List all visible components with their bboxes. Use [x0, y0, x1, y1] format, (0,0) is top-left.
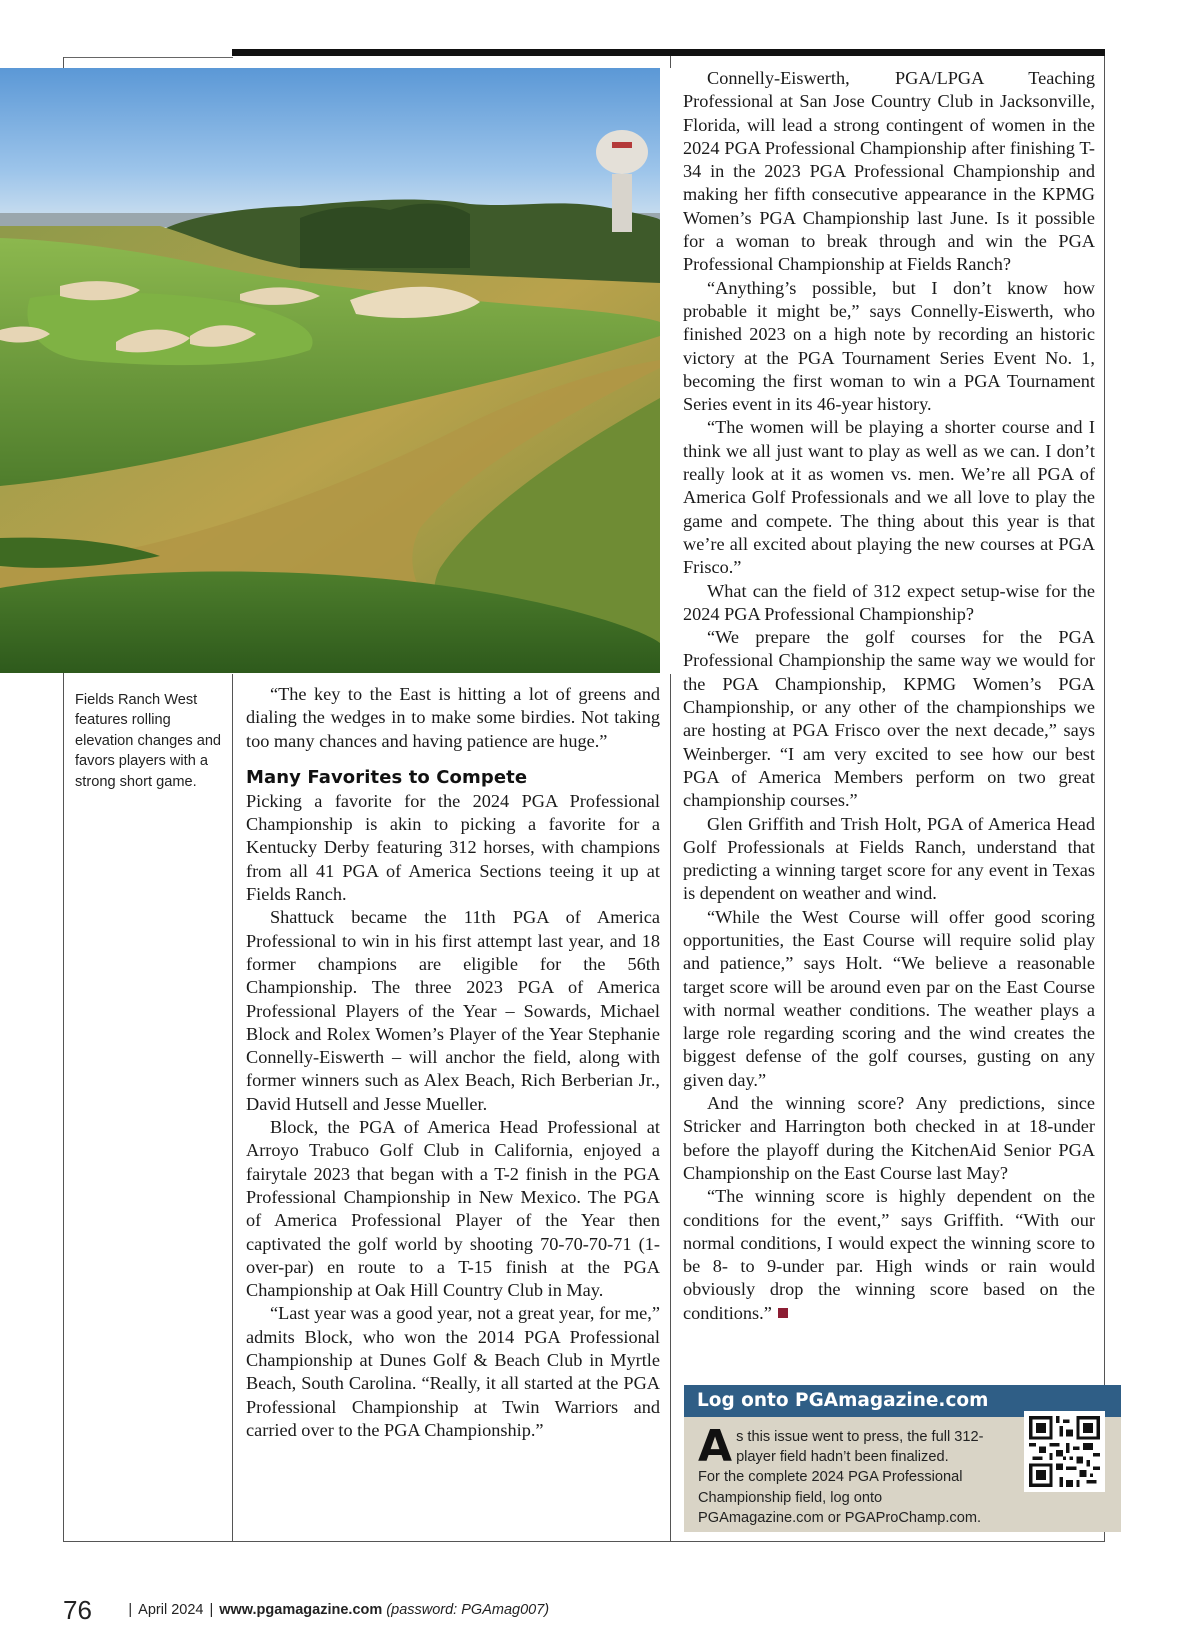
promo-title[interactable]: Log onto PGAmagazine.com — [684, 1385, 1121, 1417]
top-thin-rule — [63, 57, 233, 58]
drop-cap: A — [698, 1421, 733, 1472]
article-paragraph: Shattuck became the 11th PGA of America Professional to win in his first attempt last year, and 18 former champions are eligible for the 56th Championship. The three 2023 PGA of America Professional Players of the Year – Sowards, Michael Block and Rolex Women’s Player of the Year Stephanie Connelly-Eiswerth – will anchor the field, along with former winners such as Alex Beach, Rich Berberian Jr., David Hutsell and Jesse Mueller. — [246, 907, 660, 1114]
qr-code-icon[interactable] — [1024, 1411, 1105, 1492]
article-paragraph: Connelly-Eiswerth, PGA/LPGA Teaching Professional at San Jose Country Club in Jacksonville, Florida, will lead a strong contingent of women in the 2024 PGA Professional Championship after finishing T-34 in the 2023 PGA Professional Championship and making her fifth consecutive appearance in the KPMG Women’s PGA Championship last June. Is it possible for a woman to break through and win the PGA Professional Championship at Fields Ranch? — [683, 68, 1095, 275]
footer-info — [122, 1602, 549, 1618]
frame-right — [1104, 56, 1105, 1542]
article-paragraph: “Anything’s possible, but I don’t know how probable it might be,” says Connelly-Eiswerth, who finished 2023 on a high note by recording an historic victory at the PGA Tournament Series Event No. 1, becoming the first woman to win a PGA Tournament Series event in its 46-year history. — [683, 277, 1095, 415]
footer-separator: | — [128, 1602, 133, 1618]
section-heading: Many Favorites to Compete — [246, 766, 528, 788]
column-rule-top — [670, 56, 671, 68]
article-column-right — [683, 67, 1095, 1325]
golf-course-photo — [0, 68, 660, 673]
end-mark-icon — [778, 1308, 788, 1318]
promo-lead: s this issue went to press, the full 312-player field hadn’t been finalized. — [736, 1429, 984, 1466]
article-paragraph-text: “The winning score is highly dependent on the conditions for the event,” says Griffith. “With our normal conditions, I would expect the winning score to be 8- to 9-under par. High winds or rain would obviously drop the winning score based on the conditions.” — [683, 1186, 1095, 1323]
footer-separator: | — [209, 1602, 214, 1618]
article-paragraph: “The women will be playing a shorter course and I think we all just want to play as well as we can. I don’t really look at it as women vs. men. We’re all PGA of America Golf Professionals and we all love to play the game and compete. The thing about this year is that we’re all excited about playing the new courses at PGA Frisco.” — [683, 417, 1095, 578]
issue-date: April 2024 — [138, 1602, 204, 1618]
frame-bottom — [63, 1541, 1105, 1542]
article-paragraph: What can the field of 312 expect setup-wise for the 2024 PGA Professional Championship? — [683, 580, 1095, 624]
photo-caption: Fields Ranch West features rolling elevation changes and favors players with a strong short game. — [75, 692, 222, 790]
article-paragraph: Glen Griffith and Trish Holt, PGA of America Head Golf Professionals at Fields Ranch, understand that predicting a winning target score for any event in Texas is dependent on weather and wind. — [683, 813, 1095, 904]
article-paragraph: “While the West Course will offer good scoring opportunities, the East Course will require solid play and patience,” says Holt. “We believe a reasonable target score will be around even par on the East Course with normal weather conditions. The weather plays a large role regarding scoring and the wind creates the biggest defense of the golf courses, gusting on any given day.” — [683, 906, 1095, 1090]
promo-box — [684, 1385, 1121, 1532]
article-paragraph: “Last year was a good year, not a great year, for me,” admits Block, who won the 2014 PGA Professional Championship at Dunes Golf & Beach Club in Myrtle Beach, South Carolina. “Really, it all started at the PGA Professional Championship at Twin Warriors and carried over to the PGA Championship.” — [246, 1303, 660, 1440]
article-paragraph: “The key to the East is hitting a lot of greens and dialing the wedges in to make some birdies. Not taking too many chances and having patience are huge.” — [246, 684, 660, 751]
page-number: 76 — [63, 1595, 92, 1625]
promo-rest: For the complete 2024 PGA Professional Championship field, log onto PGAmagazine.com or PGAProChamp.com. — [698, 1469, 982, 1526]
column-rule-right — [670, 674, 671, 1542]
article-paragraph: Block, the PGA of America Head Professional at Arroyo Trabuco Golf Club in California, enjoyed a fairytale 2023 that began with a T-2 finish in the PGA Professional Championship in New Mexico. The PGA of America Professional Player of the Year then captivated the golf world by shooting 70-70-70-71 (1-over-par) en route to a T-15 finish at the PGA Championship at Oak Hill Country Club in May. — [246, 1117, 660, 1301]
column-rule-left — [232, 674, 233, 1542]
article-paragraph: “We prepare the golf courses for the PGA Professional Championship the same way we would for the PGA Championship, KPMG Women’s PGA Championship, or any other of the championships we are hosting at PGA Frisco over the next decade,” says Weinberger. “I am very excited to see how our best PGA of America Members perform on two great championship courses.” — [683, 627, 1095, 811]
top-rule — [232, 49, 1105, 56]
article-paragraph: And the winning score? Any predictions, since Stricker and Harrington both checked in at 18-under before the playoff during the KitchenAid Senior PGA Championship on the East Course last May? — [683, 1093, 1095, 1183]
article-paragraph-final — [683, 1185, 1095, 1325]
website-link[interactable]: www.pgamagazine.com — [219, 1602, 383, 1618]
page-footer — [63, 1596, 549, 1624]
article-column-middle — [246, 683, 660, 1442]
article-paragraph: Picking a favorite for the 2024 PGA Professional Championship is akin to picking a favorite for a Kentucky Derby featuring 312 horses, with champions from all 41 PGA of America Sections teeing it up at Fields Ranch. — [246, 790, 660, 905]
promo-text — [698, 1421, 998, 1528]
password-note: (password: PGAmag007) — [386, 1602, 550, 1618]
